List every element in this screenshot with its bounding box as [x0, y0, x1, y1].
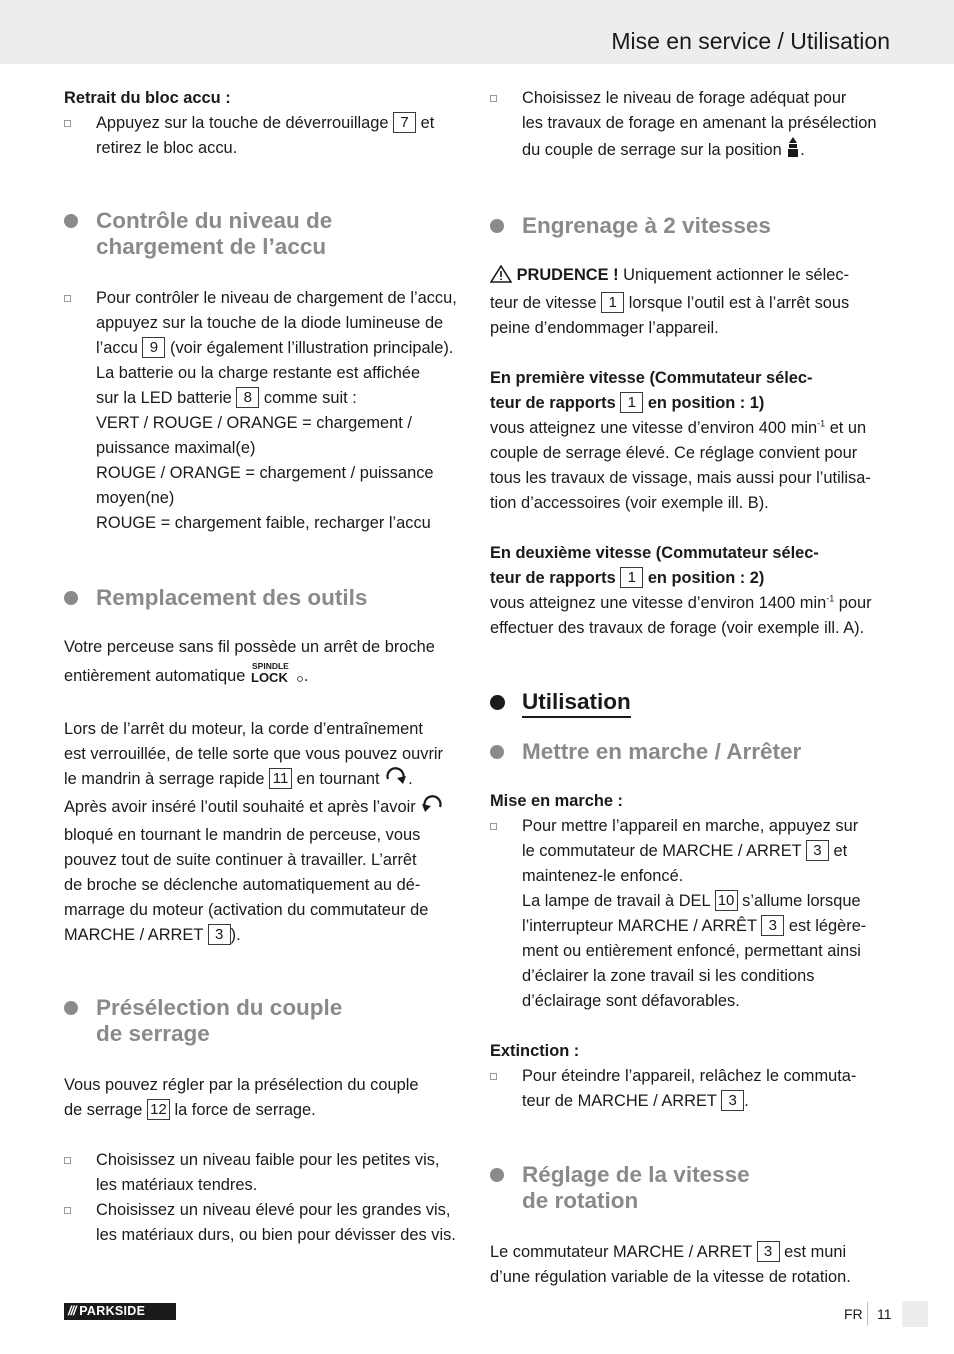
text: pouvez tout de suite continuer à travailler. L’arrêt — [64, 851, 417, 869]
list-item — [490, 1064, 894, 1114]
text: . — [744, 1092, 749, 1110]
text: est muni — [784, 1243, 847, 1261]
text: du couple de serrage sur la position — [522, 141, 782, 159]
text: pour — [838, 594, 872, 612]
text: ). — [230, 926, 241, 944]
heading-line: Engrenage à 2 vitesses — [522, 213, 771, 238]
text: teur de rapports — [490, 569, 616, 587]
text: Le commutateur MARCHE / ARRET — [490, 1243, 753, 1261]
logo-slashes-icon: /// — [68, 1304, 76, 1318]
ref-number: 1 — [620, 392, 643, 413]
page-title: Mise en service / Utilisation — [611, 28, 890, 54]
text: est légère- — [788, 917, 867, 935]
text: comme suit : — [263, 389, 357, 407]
list-item — [64, 1198, 466, 1248]
list-item — [64, 1148, 466, 1198]
bullet-icon — [490, 95, 497, 102]
text: de serrage — [64, 1101, 143, 1119]
caution-label: PRUDENCE ! — [516, 266, 619, 284]
text: teur de rapports — [490, 394, 616, 412]
text: s’allume lorsque — [742, 892, 861, 910]
heading-line: de rotation — [522, 1188, 639, 1213]
section-dot-icon — [490, 219, 504, 233]
text: et — [420, 114, 435, 132]
ref-number: 8 — [236, 387, 259, 408]
subheading: Mise en marche : — [490, 792, 623, 810]
rotate-counterclockwise-icon — [420, 795, 444, 823]
text: lorsque l’outil est à l’arrêt sous — [628, 294, 850, 312]
text: maintenez-le enfoncé. — [522, 867, 684, 885]
text: les matériaux tendres. — [96, 1176, 258, 1194]
text: Choisissez le niveau de forage adéquat pour — [522, 89, 847, 107]
rotate-clockwise-icon — [384, 767, 408, 795]
retrait-title: Retrait du bloc accu : — [64, 89, 231, 107]
text: Choisissez un niveau faible pour les petites vis, — [96, 1151, 440, 1169]
text: d’éclairage sont défavorables. — [522, 992, 740, 1010]
brand-name: PARKSIDE — [79, 1304, 146, 1318]
ref-number: 1 — [601, 292, 624, 313]
warning-icon — [490, 265, 512, 291]
text: peine d’endommager l’appareil. — [490, 319, 719, 337]
list-item: Choisissez le niveau de forage adéquat pour les travaux de forage en amenant la présélection du couple de serrage sur la position . — [490, 86, 894, 166]
bullet-icon — [64, 1207, 71, 1214]
section-dot-icon — [64, 214, 78, 228]
text: Votre perceuse sans fil possède un arrêt de broche — [64, 638, 435, 656]
bullet-icon — [64, 120, 71, 127]
text: bloqué en tournant le mandrin de perceuse, vous — [64, 826, 421, 844]
bullet-icon — [64, 1157, 71, 1164]
text: en position : 2) — [647, 569, 765, 587]
text: appuyez sur la touche de la diode lumineuse de — [96, 314, 444, 332]
ref-number: 10 — [715, 890, 738, 911]
list-item — [64, 111, 466, 161]
text: Uniquement actionner le sélec- — [623, 266, 850, 284]
text: Pour éteindre l’appareil, relâchez le commuta- — [522, 1067, 857, 1085]
text: les matériaux durs, ou bien pour dévisser des vis. — [96, 1226, 456, 1244]
language-code: FR — [844, 1306, 863, 1322]
text: le commutateur de MARCHE / ARRET — [522, 842, 802, 860]
ref-number: 3 — [721, 1090, 744, 1111]
heading-line: de serrage — [96, 1021, 210, 1046]
text: d’éclairer la zone travail si les conditions — [522, 967, 815, 985]
text: Choisissez un niveau élevé pour les grandes vis, — [96, 1201, 451, 1219]
heading-line: Présélection du couple — [96, 995, 343, 1020]
bullet-icon — [490, 1073, 497, 1080]
text: entièrement automatique — [64, 667, 246, 685]
text: Lors de l’arrêt du moteur, la corde d’entraînement — [64, 720, 423, 738]
text: le mandrin à serrage rapide — [64, 770, 265, 788]
section-heading — [490, 739, 894, 765]
section-dot-icon — [490, 695, 505, 710]
ref-number: 3 — [208, 924, 231, 945]
bullet-icon — [64, 295, 71, 302]
text: effectuer des travaux de forage (voir exemple ill. A). — [490, 619, 865, 637]
bullet-icon — [490, 823, 497, 830]
text: et un — [829, 419, 867, 437]
superscript: -1 — [826, 593, 835, 604]
section-heading — [64, 208, 466, 260]
section-heading — [64, 995, 466, 1047]
text: puissance maximal(e) — [96, 439, 256, 457]
text: en position : 1) — [647, 394, 765, 412]
text: tion d’accessoires (voir exemple ill. B). — [490, 494, 769, 512]
section-dot-icon — [64, 591, 78, 605]
ref-number: 3 — [757, 1241, 780, 1262]
text: (voir également l’illustration principale). — [170, 339, 454, 357]
text: la force de serrage. — [174, 1101, 316, 1119]
text: en tournant — [296, 770, 380, 788]
text: vous atteignez une vitesse d’environ 400 min — [490, 419, 818, 437]
text: moyen(ne) — [96, 489, 175, 507]
svg-text:LOCK: LOCK — [250, 670, 288, 684]
heading-line: Réglage de la vitesse — [522, 1162, 750, 1187]
heading-line: chargement de l’accu — [96, 234, 327, 259]
section-dot-icon — [490, 745, 504, 759]
text: teur de MARCHE / ARRET — [522, 1092, 717, 1110]
section-heading — [490, 213, 894, 239]
main-section-heading — [490, 687, 894, 717]
text: La batterie ou la charge restante est affichée — [96, 364, 421, 382]
text: Vous pouvez régler par la présélection du couple — [64, 1076, 419, 1094]
heading-line: Contrôle du niveau de — [96, 208, 333, 233]
ref-number: 11 — [269, 768, 292, 789]
text: de broche se déclenche automatiquement au dé- — [64, 876, 421, 894]
text: vous atteignez une vitesse d’environ 1400 min — [490, 594, 827, 612]
text: est verrouillée, de telle sorte que vous pouvez ouvrir — [64, 745, 444, 763]
text: l’interrupteur MARCHE / ARRÊT — [522, 917, 757, 935]
ref-number: 3 — [806, 840, 829, 861]
text: Pour contrôler le niveau de chargement de l’accu, — [96, 289, 457, 307]
text: La lampe de travail à DEL — [522, 892, 710, 910]
svg-text:SPINDLE: SPINDLE — [251, 661, 289, 671]
section-dot-icon — [64, 1001, 78, 1015]
footer-divider — [867, 1302, 868, 1326]
section-dot-icon — [490, 1168, 504, 1182]
text: VERT / ROUGE / ORANGE = chargement / — [96, 414, 412, 432]
drill-bit-icon — [786, 136, 800, 166]
right-column — [490, 86, 894, 1290]
text: Pour mettre l’appareil en marche, appuyez sur — [522, 817, 859, 835]
text: marrage du moteur (activation du commutateur de — [64, 901, 429, 919]
text: retirez le bloc accu. — [96, 139, 238, 157]
text: teur de vitesse — [490, 294, 597, 312]
ref-number: 12 — [147, 1099, 170, 1120]
list-item — [490, 814, 894, 1014]
ref-number: 1 — [620, 567, 643, 588]
text: et — [833, 842, 848, 860]
footer-tab-marker — [902, 1301, 928, 1327]
text: les travaux de forage en amenant la présélection — [522, 114, 877, 132]
text: Appuyez sur la touche de déverrouillage — [96, 114, 389, 132]
heading-line: Mettre en marche / Arrêter — [522, 739, 802, 764]
text: ROUGE / ORANGE = chargement / puissance — [96, 464, 434, 482]
heading-line: Utilisation — [522, 689, 631, 718]
parkside-logo — [64, 1303, 176, 1320]
text: couple de serrage élevé. Ce réglage convient pour — [490, 444, 858, 462]
subheading: En première vitesse (Commutateur sélec- — [490, 369, 813, 387]
text: ROUGE = chargement faible, recharger l’accu — [96, 514, 431, 532]
text: Après avoir inséré l’outil souhaité et après l’avoir — [64, 798, 416, 816]
text: tous les travaux de vissage, mais aussi pour l’utilisa- — [490, 469, 871, 487]
subheading: En deuxième vitesse (Commutateur sélec- — [490, 544, 819, 562]
section-heading — [490, 1162, 894, 1214]
spindle-lock-logo — [250, 660, 304, 692]
text: ment ou entièrement enfoncé, permettant ainsi — [522, 942, 861, 960]
heading-line: Remplacement des outils — [96, 585, 368, 610]
list-item — [64, 286, 466, 536]
text: sur la LED batterie — [96, 389, 232, 407]
section-heading — [64, 585, 466, 611]
ref-number: 9 — [142, 337, 165, 358]
ref-number: 7 — [393, 112, 416, 133]
superscript: -1 — [817, 418, 826, 429]
text: MARCHE / ARRET — [64, 926, 204, 944]
ref-number: 3 — [761, 915, 784, 936]
text: d’une régulation variable de la vitesse de rotation. — [490, 1268, 851, 1286]
text: l’accu — [96, 339, 138, 357]
left-column: Retrait du bloc accu : Appuyez sur la touche de déverrouillage 7 et retirez le bloc accu. Contrôle du niveau de chargement de l’accu Pour contrôler le niveau de chargement de l’accu, appuyez sur la touche de la diode lumineuse de l’accu 9 (voir également l’illustration principale). La batterie ou la charge restante est affichée sur la LED batterie 8 comme suit : VERT / ROUGE / ORANGE = chargement / puissance maximal(e) ROUGE / ORANGE = chargement / puissance moyen(ne) ROUGE = chargement faible, recharger l’accu Remplacement des outils Votre perceuse sans fil possède un arrêt de broche entièrement automatique SPINDLE LOCK . Lors de l’arrêt du moteur, la corde d’entraînement est verrouillée, de telle sorte que vous pouvez ouvrir le mandrin à serrage rapide 11 en tournant . Après avoir inséré l’outil souhaité et après l’avoir bloqué en tournant le mandrin de perceuse, vous pouvez tout de suite continuer à travailler. L’arrêt de broche se déclenche automatiquement au dé- marrage du moteur (activation du commutateur de MARCHE / ARRET 3 ). Présélection du couple de serrage Vous pouvez régler par la présélection du couple de serrage 12 la force de serrage. Choisissez un niveau faible pour les petites vis, les matériaux tendres. Choisissez un niveau élevé pour les grandes vis, les matériaux durs, ou bien pour dévisser des vis. — [64, 86, 466, 1248]
subheading: Extinction : — [490, 1042, 580, 1060]
page-number: 11 — [877, 1306, 892, 1322]
